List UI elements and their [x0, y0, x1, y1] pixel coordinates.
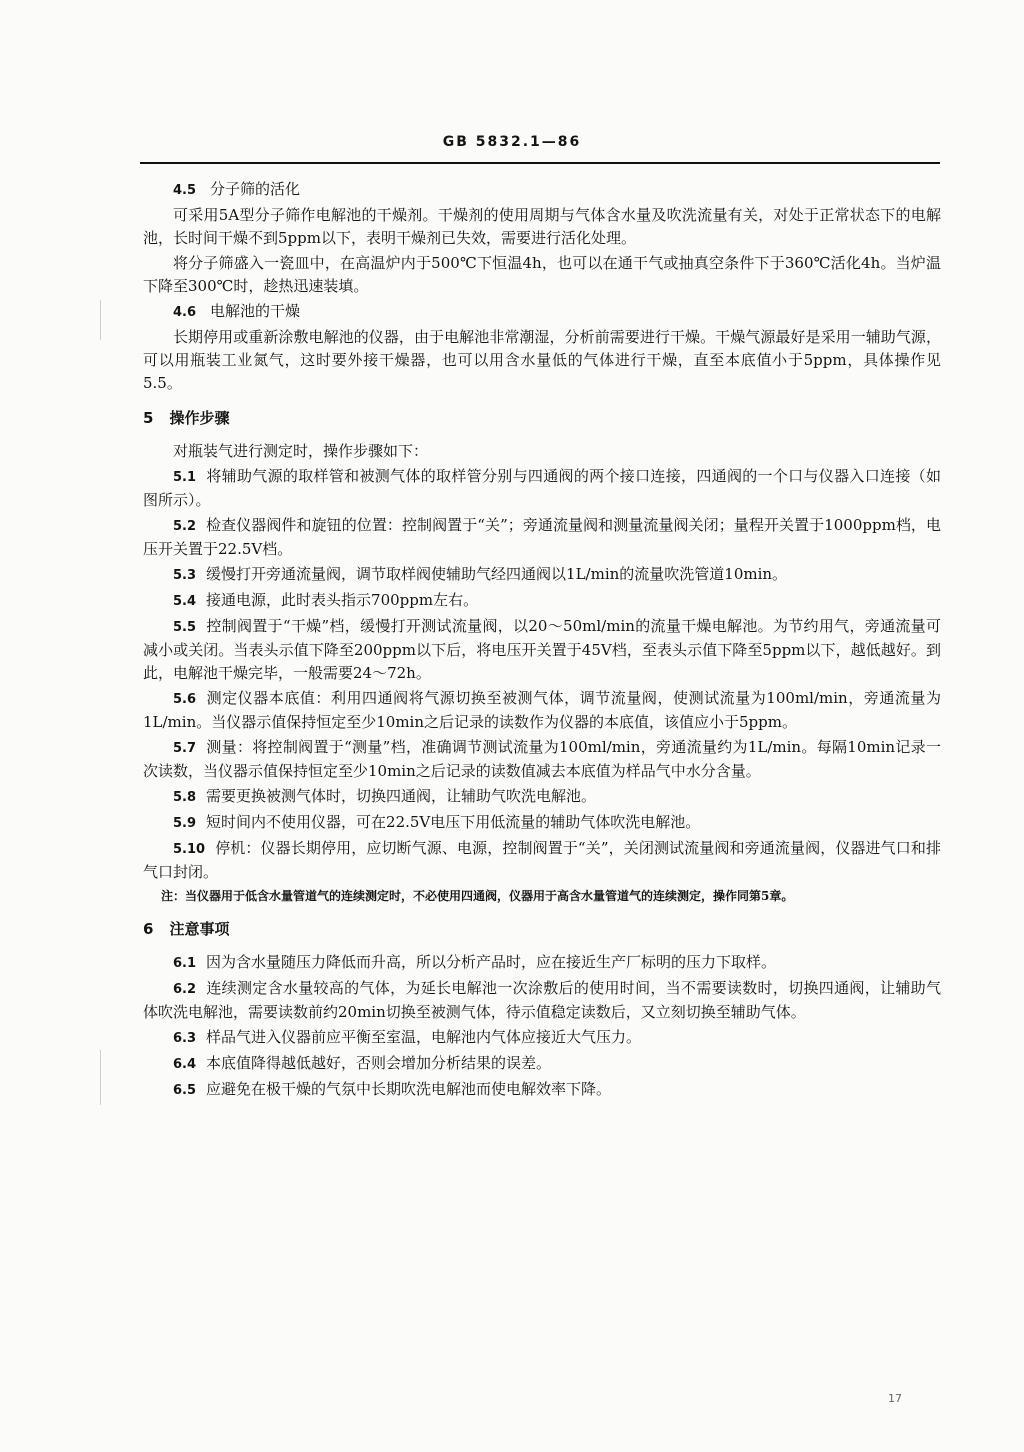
- section-title: 注意事项: [169, 920, 230, 938]
- clause-number: 5.4: [173, 594, 197, 609]
- document-body: [143, 178, 941, 1104]
- subsection-title: 分子筛的活化: [210, 180, 301, 198]
- clause-number: 5.9: [173, 816, 197, 831]
- clause-number: 5.6: [173, 692, 197, 707]
- paragraph: 长期停用或重新涂敷电解池的仪器，由于电解池非常潮湿，分析前需要进行干燥。干燥气源最好是采用一辅助气源，可以用瓶装工业氮气，这时要外接干燥器，也可以用含水量低的气体进行干燥，直至本底值小于5ppm，具体操作见5.5。: [143, 328, 941, 392]
- clause-text: 需要更换被测气体时，切换四通阀，让辅助气吹洗电解池。: [206, 787, 597, 805]
- numbered-clause: [143, 811, 941, 835]
- paragraph: 对瓶装气进行测定时，操作步骤如下：: [173, 442, 429, 460]
- clause-number: 5.2: [173, 519, 197, 534]
- clause-text: 停机：仪器长期停用，应切断气源、电源，控制阀置于“关”，关闭测试流量阀和旁通流量阀，仪器进气口和排气口封闭。: [143, 839, 941, 881]
- clause-text: 控制阀置于“干燥”档，缓慢打开测试流量阀，以20～50ml/min的流量干燥电解池。为节约用气，旁通流量可减小或关闭。当表头示值下降至200ppm以下后，将电压开关置于45V档，至表头示值下降至5ppm以下，越低越好。到此，电解池干燥完毕，一般需要24～72h。: [143, 617, 941, 682]
- header-rule: [140, 162, 940, 164]
- clause-text: 连续测定含水量较高的气体，为延长电解池一次涂敷后的使用时间，当不需要读数时，切换四通阀，让辅助气体吹洗电解池，需要读数前约20min切换至被测气体，待示值稳定读数后，又立刻切换至辅助气体。: [143, 979, 941, 1021]
- clause-number: 6.1: [173, 956, 197, 971]
- numbered-clause: [143, 465, 941, 512]
- section-title: 操作步骤: [169, 409, 230, 427]
- clause-number: 5.10: [173, 842, 206, 857]
- numbered-clause: [143, 837, 941, 884]
- section-heading: [143, 918, 941, 941]
- clause-text: 测定仪器本底值：利用四通阀将气源切换至被测气体，调节流量阀，使测试流量为100ml/min，旁通流量为1L/min。当仪器示值保持恒定至少10min之后记录的读数作为仪器的本底值，该值应小于5ppm。: [143, 689, 941, 731]
- subsection-heading: [143, 300, 941, 324]
- document-number-header: GB 5832.1—86: [442, 134, 582, 150]
- subsection-title: 电解池的干燥: [210, 302, 301, 320]
- numbered-clause: [143, 1026, 941, 1050]
- clause-number: 6.5: [173, 1083, 197, 1098]
- paragraph: 将分子筛盛入一瓷皿中，在高温炉内于500℃下恒温4h，也可以在通干气或抽真空条件下于360℃活化4h。当炉温下降至300℃时，趁热迅速装填。: [143, 254, 941, 295]
- subsection-number: 4.5: [173, 183, 197, 198]
- clause-number: 6.2: [173, 982, 197, 997]
- numbered-clause: [143, 977, 941, 1024]
- page-number: 17: [888, 1392, 902, 1405]
- clause-number: 5.8: [173, 790, 197, 805]
- clause-text: 样品气进入仪器前应平衡至室温，电解池内气体应接近大气压力。: [206, 1028, 642, 1046]
- clause-number: 6.4: [173, 1057, 197, 1072]
- clause-text: 因为含水量随压力降低而升高，所以分析产品时，应在接近生产厂标明的压力下取样。: [206, 953, 777, 971]
- section-number: 5: [143, 409, 154, 427]
- clause-number: 5.1: [173, 470, 197, 485]
- numbered-clause: [143, 951, 941, 975]
- clause-text: 短时间内不使用仪器，可在22.5V电压下用低流量的辅助气体吹洗电解池。: [206, 813, 701, 831]
- numbered-clause: [143, 589, 941, 613]
- section-number: 6: [143, 920, 154, 938]
- clause-text: 将辅助气源的取样管和被测气体的取样管分别与四通阀的两个接口连接，四通阀的一个口与仪器入口连接（如图所示）。: [143, 467, 941, 509]
- clause-text: 检查仪器阀件和旋钮的位置：控制阀置于“关”；旁通流量阀和测量流量阀关闭；量程开关置于1000ppm档，电压开关置于22.5V档。: [143, 516, 941, 558]
- numbered-clause: [143, 736, 941, 783]
- clause-text: 缓慢打开旁通流量阀，调节取样阀使辅助气经四通阀以1L/min的流量吹洗管道10min。: [206, 565, 788, 583]
- subsection-number: 4.6: [173, 305, 197, 320]
- clause-number: 6.3: [173, 1031, 197, 1046]
- numbered-clause: [143, 1078, 941, 1102]
- numbered-clause: [143, 687, 941, 734]
- numbered-clause: [143, 615, 941, 685]
- clause-text: 接通电源，此时表头指示700ppm左右。: [206, 591, 479, 609]
- paragraph: 可采用5A型分子筛作电解池的干燥剂。干燥剂的使用周期与气体含水量及吹洗流量有关，对处于正常状态下的电解池，长时间干燥不到5ppm以下，表明干燥剂已失效，需要进行活化处理。: [143, 206, 941, 247]
- clause-text: 本底值降得越低越好，否则会增加分析结果的误差。: [206, 1054, 552, 1072]
- note-text: 注：当仪器用于低含水量管道气的连续测定时，不必使用四通阀，仪器用于高含水量管道气的连续测定，操作同第5章。: [161, 889, 794, 903]
- clause-text: 应避免在极干燥的气氛中长期吹洗电解池而使电解效率下降。: [206, 1080, 612, 1098]
- clause-number: 5.5: [173, 620, 197, 635]
- scan-margin-mark: [100, 300, 101, 340]
- scan-margin-mark: [100, 1050, 101, 1105]
- clause-number: 5.3: [173, 568, 197, 583]
- clause-number: 5.7: [173, 741, 197, 756]
- numbered-clause: [143, 785, 941, 809]
- subsection-heading: [143, 178, 941, 202]
- section-heading: [143, 407, 941, 430]
- numbered-clause: [143, 1052, 941, 1076]
- clause-text: 测量：将控制阀置于“测量”档，准确调节测试流量为100ml/min，旁通流量约为1L/min。每隔10min记录一次读数，当仪器示值保持恒定至少10min之后记录的读数值减去本底值为样品气中水分含量。: [143, 738, 941, 780]
- numbered-clause: [143, 563, 941, 587]
- numbered-clause: [143, 514, 941, 561]
